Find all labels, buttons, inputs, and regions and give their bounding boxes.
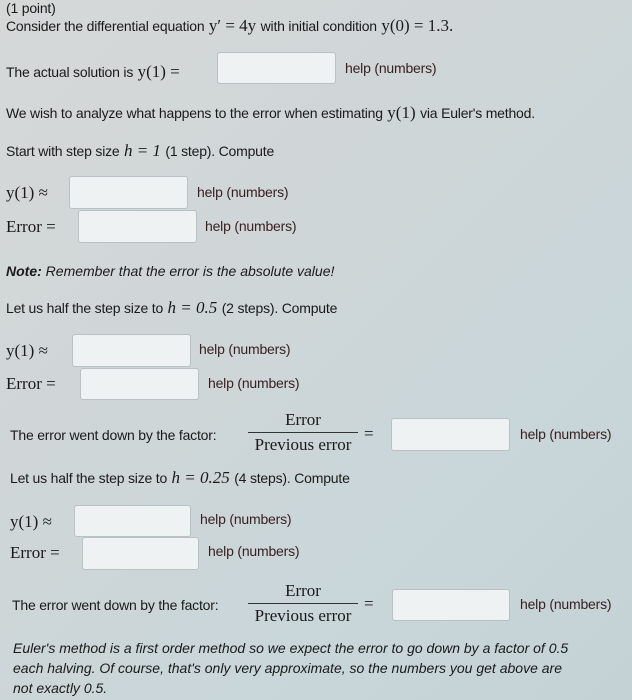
step3-factor-equals: = (364, 594, 374, 613)
step2-y-help-link[interactable]: help (numbers) (199, 341, 291, 357)
step3-y-label: y(1) ≈ (10, 512, 52, 531)
note-text: Remember that the error is the absolute value! (45, 263, 335, 279)
step3-factor-fraction (248, 581, 358, 626)
step2-prefix: Let us half the step size to (6, 300, 164, 316)
step2-error-input[interactable] (80, 368, 199, 400)
step2-factor-help-link[interactable]: help (numbers) (520, 426, 612, 442)
step1-prefix: Start with step size (6, 143, 120, 159)
actual-solution-input[interactable] (217, 52, 336, 84)
fraction-bar (248, 603, 358, 604)
step1-y-help-link[interactable]: help (numbers) (197, 184, 289, 200)
step3-factor-help-link[interactable]: help (numbers) (520, 596, 612, 612)
step2-y-label: y(1) ≈ (6, 341, 48, 360)
step3-suffix: (4 steps). Compute (234, 470, 350, 486)
equation: y′ = 4y (208, 16, 257, 35)
step1-y-input[interactable] (69, 176, 188, 209)
fraction-numerator: Error (285, 410, 321, 429)
analysis-prefix: We wish to analyze what happens to the error when estimating (6, 105, 383, 121)
step2-error-label: Error = (6, 374, 56, 393)
analysis-math: y(1) (387, 103, 416, 122)
step1-error-input[interactable] (78, 210, 197, 243)
initial-condition: y(0) = 1.3. (381, 16, 454, 35)
actual-solution-label (6, 62, 180, 82)
fraction-numerator: Error (285, 581, 321, 600)
actual-label-math: y(1) = (137, 62, 180, 81)
fraction-bar (248, 432, 358, 433)
step3-factor-input[interactable] (392, 589, 510, 621)
intro-prefix: Consider the differential equation (6, 18, 205, 34)
step3-error-input[interactable] (82, 537, 199, 570)
step2-intro (6, 298, 337, 318)
step2-h: h = 0.5 (167, 298, 218, 317)
step3-prefix: Let us half the step size to (10, 470, 168, 486)
step3-y-input[interactable] (74, 505, 191, 537)
step1-y-label: y(1) ≈ (6, 183, 48, 202)
step2-factor-equals: = (364, 424, 374, 443)
intro-mid: with initial condition (260, 18, 377, 34)
note (6, 263, 334, 279)
step2-suffix: (2 steps). Compute (221, 300, 338, 316)
step3-y-help-link[interactable]: help (numbers) (200, 511, 292, 527)
actual-label-text: The actual solution is (6, 64, 134, 80)
fraction-denominator: Previous error (254, 606, 352, 625)
step2-y-input[interactable] (72, 334, 191, 367)
step2-factor-input[interactable] (391, 418, 510, 451)
step2-factor-fraction (248, 410, 358, 455)
footer-line-1: Euler's method is a first order method so we expect the error to go down by a factor of 0.5 (13, 640, 569, 656)
analysis-suffix: via Euler's method. (420, 105, 535, 121)
step1-h: h = 1 (123, 141, 161, 160)
step1-intro (6, 141, 274, 161)
note-bold: Note: (6, 263, 42, 279)
step1-error-label: Error = (6, 217, 56, 236)
footer-line-3: not exactly 0.5. (13, 680, 108, 696)
step3-intro (10, 468, 350, 488)
step3-error-label: Error = (10, 543, 60, 562)
fraction-denominator: Previous error (254, 435, 352, 454)
step2-factor-label: The error went down by the factor: (10, 427, 217, 443)
analysis-text (6, 103, 535, 123)
step3-h: h = 0.25 (171, 468, 230, 487)
step1-suffix: (1 step). Compute (165, 143, 275, 159)
step3-error-help-link[interactable]: help (numbers) (208, 543, 300, 559)
step1-error-help-link[interactable]: help (numbers) (205, 218, 297, 234)
step2-error-help-link[interactable]: help (numbers) (208, 375, 300, 391)
step3-factor-label: The error went down by the factor: (12, 597, 219, 613)
actual-help-link[interactable]: help (numbers) (345, 60, 437, 76)
points-label: (1 point) (6, 0, 56, 16)
footer-line-2: each halving. Of course, that's only very approximate, so the numbers you get above are (13, 660, 562, 676)
problem-statement (6, 16, 453, 36)
